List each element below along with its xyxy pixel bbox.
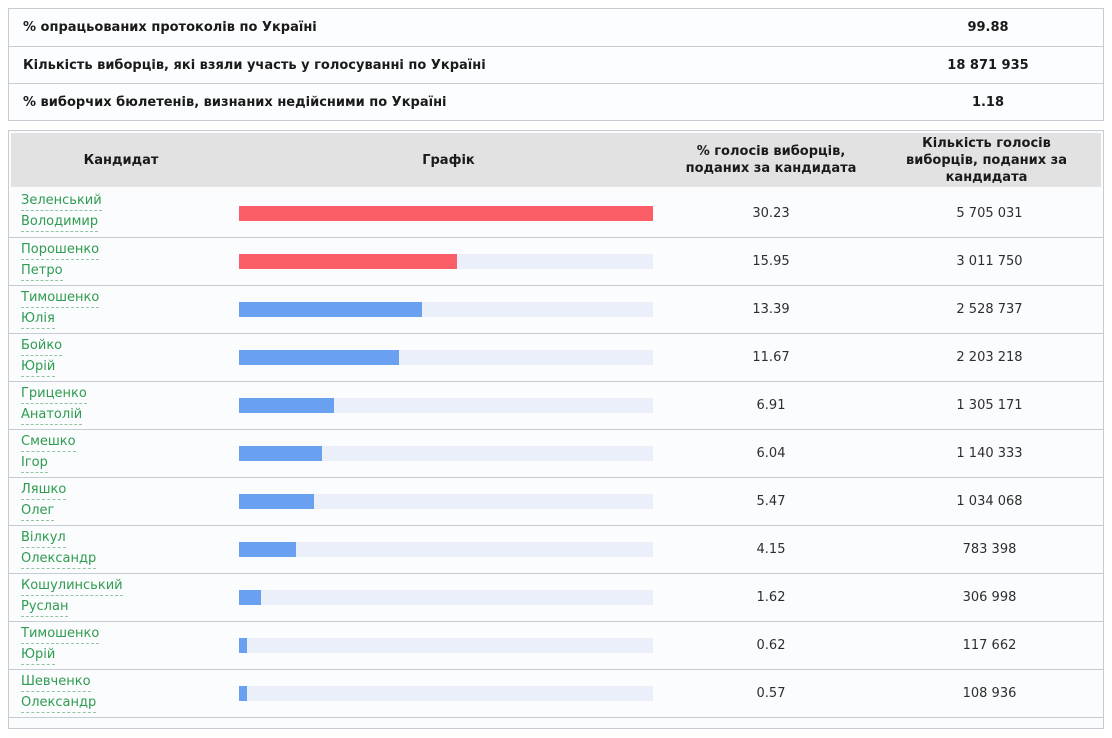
vote-bar — [239, 398, 334, 413]
percent-value: 0.57 — [756, 686, 786, 701]
candidate-given-name: Володимир — [21, 213, 98, 232]
vote-bar — [239, 494, 314, 509]
vote-bar-track — [239, 398, 653, 413]
vote-bar-track — [239, 638, 653, 653]
vote-bar — [239, 590, 261, 605]
votes-value: 5 705 031 — [956, 205, 1023, 221]
vote-bar-track — [239, 494, 653, 509]
candidate-surname: Вілкул — [21, 529, 66, 548]
candidate-link[interactable] — [21, 386, 87, 422]
summary-value: 1.18 — [971, 94, 1005, 110]
vote-bar — [239, 350, 399, 365]
summary-row — [9, 83, 1103, 120]
vote-bar-track — [239, 302, 653, 317]
votes-value: 3 011 750 — [956, 254, 1023, 269]
summary-row — [9, 9, 1103, 46]
candidate-link[interactable] — [21, 434, 76, 470]
vote-bar — [239, 638, 247, 653]
votes-value: 1 034 068 — [956, 494, 1023, 509]
column-header-percent: % голосів виборців, поданих за кандидата — [685, 144, 857, 176]
votes-value: 306 998 — [962, 590, 1017, 605]
results-table — [8, 130, 1104, 729]
percent-value: 4.15 — [756, 542, 786, 557]
candidate-link[interactable] — [21, 674, 96, 710]
vote-bar-track — [239, 206, 653, 221]
candidate-given-name: Ігор — [21, 454, 48, 473]
percent-value: 13.39 — [752, 302, 790, 317]
percent-value: 6.04 — [756, 446, 786, 461]
column-header-votes: Кількість голосів виборців, поданих за кандидата — [906, 135, 1067, 185]
votes-value: 1 305 171 — [956, 398, 1023, 413]
column-header-candidate: Кандидат — [83, 152, 159, 168]
candidate-link[interactable] — [21, 530, 96, 566]
vote-bar-track — [239, 350, 653, 365]
table-row — [9, 477, 1103, 525]
candidate-given-name: Анатолій — [21, 406, 82, 425]
votes-value: 783 398 — [962, 542, 1017, 557]
vote-bar-track — [239, 254, 653, 269]
table-row — [9, 669, 1103, 717]
table-row — [9, 525, 1103, 573]
candidate-link[interactable] — [21, 242, 99, 278]
candidate-given-name: Олександр — [21, 694, 96, 713]
table-row — [9, 573, 1103, 621]
candidate-surname: Кошулинський — [21, 577, 123, 596]
table-row — [9, 381, 1103, 429]
vote-bar — [239, 542, 296, 557]
candidate-link[interactable] — [21, 482, 66, 518]
candidate-given-name: Юрій — [21, 358, 55, 377]
candidate-surname: Ляшко — [21, 481, 66, 500]
candidate-link[interactable] — [21, 193, 102, 229]
table-row — [9, 621, 1103, 669]
table-row — [9, 285, 1103, 333]
summary-value: 18 871 935 — [947, 57, 1029, 73]
votes-value: 2 528 737 — [956, 302, 1023, 317]
vote-bar-track — [239, 446, 653, 461]
summary-label: % виборчих бюлетенів, визнаних недійсними по Україні — [23, 94, 447, 110]
vote-bar — [239, 302, 422, 317]
percent-value: 15.95 — [752, 254, 790, 269]
percent-value: 6.91 — [756, 398, 786, 413]
candidate-given-name: Юрій — [21, 646, 55, 665]
candidate-surname: Гриценко — [21, 385, 87, 404]
table-row — [9, 189, 1103, 237]
vote-bar-track — [239, 590, 653, 605]
summary-row — [9, 46, 1103, 83]
vote-bar — [239, 446, 322, 461]
candidate-surname: Тимошенко — [21, 625, 99, 644]
percent-value: 30.23 — [752, 205, 790, 221]
results-table-header — [11, 133, 1101, 187]
column-header-graph: Графік — [422, 152, 475, 168]
candidate-surname: Бойко — [21, 337, 62, 356]
vote-bar — [239, 254, 457, 269]
percent-value: 5.47 — [756, 494, 786, 509]
candidate-given-name: Олег — [21, 502, 54, 521]
vote-bar — [239, 206, 653, 221]
candidate-link[interactable] — [21, 338, 62, 374]
candidate-given-name: Петро — [21, 262, 63, 281]
votes-value: 1 140 333 — [956, 446, 1023, 461]
votes-value: 2 203 218 — [956, 350, 1023, 365]
candidate-given-name: Олександр — [21, 550, 96, 569]
candidate-link[interactable] — [21, 578, 123, 614]
vote-bar-track — [239, 542, 653, 557]
candidate-given-name: Руслан — [21, 598, 68, 617]
table-row — [9, 237, 1103, 285]
vote-bar-track — [239, 686, 653, 701]
table-row — [9, 429, 1103, 477]
table-row — [9, 333, 1103, 381]
percent-value: 0.62 — [756, 638, 786, 653]
candidate-surname: Шевченко — [21, 673, 91, 692]
summary-label: Кількість виборців, які взяли участь у голосуванні по Україні — [23, 57, 486, 73]
candidate-link[interactable] — [21, 626, 99, 662]
votes-value: 108 936 — [962, 686, 1017, 701]
percent-value: 1.62 — [756, 590, 786, 605]
votes-value: 117 662 — [962, 638, 1017, 653]
candidate-link[interactable] — [21, 290, 99, 326]
vote-bar — [239, 686, 247, 701]
results-table-body — [9, 189, 1103, 728]
candidate-surname: Порошенко — [21, 241, 99, 260]
summary-value: 99.88 — [967, 20, 1009, 35]
summary-table — [8, 8, 1104, 121]
percent-value: 11.67 — [752, 350, 790, 365]
candidate-surname: Зеленський — [21, 192, 102, 211]
candidate-surname: Тимошенко — [21, 289, 99, 308]
summary-label: % опрацьованих протоколів по Україні — [23, 20, 317, 35]
next-row-clipped — [9, 717, 1103, 728]
candidate-given-name: Юлія — [21, 310, 55, 329]
candidate-surname: Смешко — [21, 433, 76, 452]
